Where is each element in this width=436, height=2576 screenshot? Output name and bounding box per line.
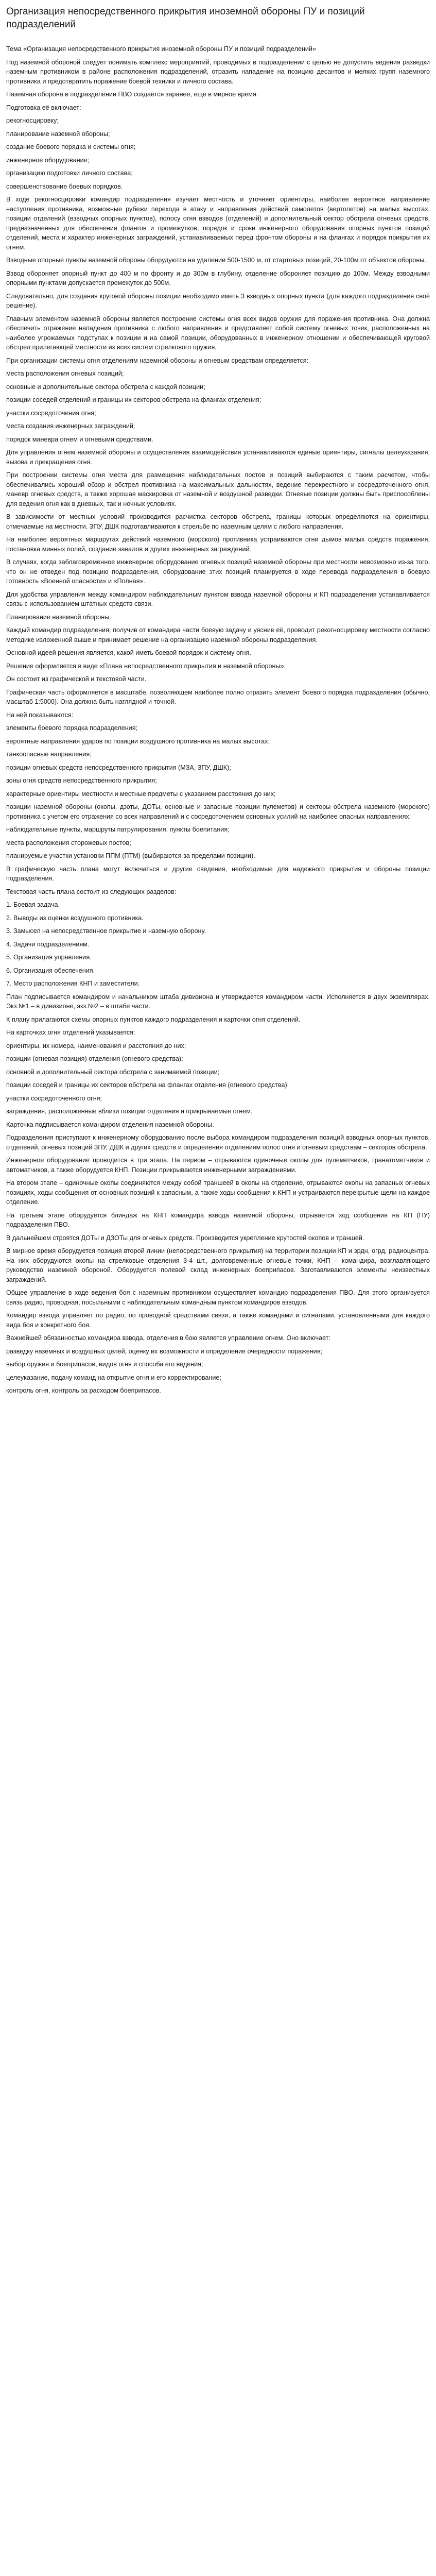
paragraph: В зависимости от местных условий производится расчистка секторов обстрела, границы которых определяются на ориентиры, отмечаемые на местности. ЗПУ, ДШК подготавливаются к стрельбе по наземным целям с любого направления. [6, 513, 430, 530]
list-item: элементы боевого порядка подразделения; [6, 724, 138, 732]
paragraph: Планирование наземной обороны. [6, 613, 111, 621]
paragraph: ориентиры, их номера, наименования и расстояния до них; [6, 1042, 186, 1049]
list-item: создание боевого порядка и системы огня; [6, 143, 136, 150]
paragraph: Текстовая часть плана состоит из следующих разделов: [6, 888, 177, 895]
paragraph: Решение оформляется в виде «Плана непосредственного прикрытия и наземной обороны». [6, 662, 286, 670]
paragraph: Основной идеей решения является, какой иметь боевой порядок и систему огня. [6, 649, 251, 656]
document-title: Организация непосредственного прикрытия иноземной обороны ПУ и позиций подразделений [6, 6, 365, 30]
list-item: целеуказание, подачу команд на открытие огня и его корректирование; [6, 1374, 221, 1381]
list-item: порядок маневра огнем и огневыми средствами. [6, 435, 153, 443]
list-item: 2. Выводы из оценки воздушного противника. [6, 914, 144, 922]
paragraph: На втором этапе – одиночные окопы соединяются между собой траншеей в окопы на отделение, отрываются окопы на запасных огневых позициях, ходы сообщения от основных позиций к запасным, а также ходы сообщения к КНП и устраиваются перекрытые щели на каждое отделение. [6, 1179, 430, 1206]
paragraph: Для управления огнем наземной обороны и осуществления взаимодействия устанавливаются единые ориентиры, сигналы целеуказания, вызова и прекращения огня. [6, 449, 430, 466]
paragraph: На ней показываются: [6, 711, 74, 719]
list-item: позиции (огневая позиция) отделения (огневого средства); [6, 1055, 183, 1062]
paragraph: Главным элементом наземной обороны является построение системы огня всех видов оружия для поражения противника. Она должна обеспечить отражение нападения противника с любого направления и представляет собой систему огневых точек, расположенных на наиболее угрожаемых подступах к позиции и на самой позиции, оборудованных в инженерном отношении и обеспечивающей круговой обстрел прилегающей местности из всех систем стрелкового оружия. [6, 315, 430, 351]
paragraph: Инженерное оборудование проводится в три этапа. На первом – отрываются одиночные окопы для пулеметчиков, гранатометчиков и автоматчиков, а также оборудуется КНП. Позиции прикрываются инженерными заграждениями. [6, 1157, 430, 1174]
list-item: позиции огневых средств непосредственного прикрытия (МЗА, ЗПУ, ДШК); [6, 764, 231, 771]
paragraph: Следовательно, для создания круговой обороны позиции необходимо иметь 3 взводных опорных пункта (для каждого подразделения своё решение). [6, 292, 430, 309]
document-body [6, 44, 430, 1396]
list-item: Карточка подписывается командиром отделения наземной обороны. [6, 1121, 214, 1128]
list-item: совершенствование боевых порядков. [6, 182, 123, 190]
list-item: контроль огня, контроль за расходом боеприпасов. [6, 1387, 161, 1394]
paragraph: Общее управление в ходе ведения боя с наземным противником осуществляет командир подразделения ПВО. Для этого организуется связь радио, проводная, посыльными с наблюдательным командным пунктом командиров взводов. [6, 1289, 430, 1306]
list-item: характерные ориентиры местности и местные предметы с указанием расстояния до них; [6, 790, 276, 798]
paragraph: Тема «Организация непосредственного прикрытия иноземной обороны ПУ и позиций подразделений» [6, 45, 316, 53]
list-item: позиции соседей и границы их секторов обстрела на флангах отделения (огневого средства); [6, 1081, 289, 1089]
paragraph: Подразделения приступают к инженерному оборудованию после выбора командиром подразделения позиций взводных опорных пунктов, отделений, огневых позиций ЗПУ, ДШК и других средств и определения отделениям полос огня и огневым средствам – секторов обстрела. [6, 1134, 430, 1151]
paragraph: Графическая часть оформляется в масштабе, позволяющем наиболее полно отразить элемент боевого порядка подразделения (обычно, масштаб 1:5000). Она должна быть наглядной и точной. [6, 688, 430, 705]
paragraph: Под наземной обороной следует понимать комплекс мероприятий, проводимых в подразделении с целью не допустить ведения разведки наземным противником в районе расположения подразделений, отразить нападение на позицию десантов и мелких групп наземного противника и предотвратить поражение боевой техники и личного состава. [6, 58, 430, 85]
paragraph: разведку наземных и воздушных целей, оценку их возможности и определение очередности поражения; [6, 1347, 323, 1355]
list-item: рекогносцировку; [6, 117, 59, 124]
list-item: места расположения огневых позиций; [6, 370, 124, 377]
list-item: участки сосредоточения огня; [6, 409, 96, 417]
paragraph: выбор оружия и боеприпасов, видов огня и способа его ведения; [6, 1361, 203, 1368]
list-item: 4. Задачи подразделениям. [6, 940, 90, 948]
list-item: План подписывается командиром и начальником штаба дивизиона и утверждается командиром части. Исполняется в двух экземплярах. Экз.№1 – в дивизионе, экз.№2 – в штабе части. [6, 993, 430, 1010]
paragraph: Для удобства управления между командиром наблюдательным пунктом взвода наземной обороны и КП подразделения устанавливается связь с использованием штатных средств связи. [6, 590, 430, 607]
list-item: 5. Организация управления. [6, 954, 92, 961]
list-item: участки сосредоточенного огня; [6, 1094, 102, 1102]
paragraph: Командир взвода управляет по радио, по проводной средствами связи, а также командами и сигналами, установленными для каждого вида боя и конкретного боя. [6, 1312, 430, 1329]
paragraph: Взвод обороняет опорный пункт до 400 м по фронту и до 300м в глубину, отделение обороняет позицию до 100м. Между взводными опорными пунктами допускается промежуток до 500м. [6, 269, 430, 286]
list-item: позиции наземной обороны (окопы, дзоты, ДОТы, основные и запасные позиции пулеметов) и секторы обстрела наземного (морского) противника с учетом его отражения со всех направлений и с сосредоточением основных усилий на наиболее опасных направлениях; [6, 803, 430, 820]
paragraph: Наземная оборона в подразделении ПВО создается заранее, еще в мирное время. [6, 91, 258, 98]
list-item: инженерное оборудование; [6, 156, 90, 164]
paragraph: На третьем этапе оборудуется блиндаж на КНП командира взвода наземной обороны, отрывается ход сообщения на КП (ПУ) подразделения ПВО. [6, 1211, 430, 1228]
list-item: зоны огня средств непосредственного прикрытия; [6, 777, 157, 784]
paragraph: К плану прилагаются схемы опорных пунктов каждого подразделения и карточки огня отделений. [6, 1015, 301, 1023]
paragraph: В случаях, когда заблаговременное инженерное оборудование огневых позиций наземной обороны при местности невозможно из-за того, что он не отведен под позицию подразделения, оборудование этих позиций планируется в ходе перевода подразделения в боевую готовность «Военной опасности» и «Полная». [6, 558, 430, 585]
list-item: места расположения сторожевых постов; [6, 839, 131, 846]
paragraph: Каждый командир подразделения, получив от командира части боевую задачу и уяснив её, проводит рекогносцировку местности согласно методике изложенной выше и принимает решение на организацию наземной обороны подразделения. [6, 626, 430, 643]
paragraph: На карточках огня отделений указывается: [6, 1029, 135, 1036]
paragraph: В дальнейшем строятся ДОТы и ДЗОТы для огневых средств. Производится укрепление крутостей окопов и траншей. [6, 1234, 364, 1242]
list-item: планирование наземной обороны; [6, 130, 110, 138]
list-item: планируемые участки установки ППМ (ПТМ) (выбираются за пределами позиции). [6, 852, 255, 859]
list-item: вероятные направления ударов по позиции воздушного противника на малых высотах; [6, 737, 270, 745]
paragraph: Подготовка её включает: [6, 104, 81, 111]
list-item: заграждения, расположенные вблизи позиции отделения и прикрываемые огнем. [6, 1108, 253, 1115]
list-item: основной и дополнительный сектора обстрела с занимаемой позиции; [6, 1068, 220, 1076]
list-item: танкоопасные направления; [6, 751, 92, 758]
list-item: позиции соседей отделений и границы их секторов обстрела на флангах отделения; [6, 396, 261, 403]
paragraph: Он состоит из графической и текстовой части. [6, 675, 147, 683]
list-item: 7. Место расположения КНП и заместители. [6, 980, 140, 987]
list-item: В графическую часть плана могут включаться и другие сведения, необходимые для надежного прикрытия и обороны позиции подразделения. [6, 865, 430, 882]
paragraph: Взводные опорные пункты наземной обороны оборудуются на удалении 500-1500 м, от стартовых позиций, 20-100м от объектов обороны. [6, 257, 426, 264]
list-item: 3. Замысел на непосредственное прикрытие и наземную оборону. [6, 927, 206, 935]
paragraph: В мирное время оборудуется позиция второй линии (непосредственного прикрытия) на территории позиции КП и зрдн, огрд, радиоцентра. На них оборудуются окопы на стрелковые отделения 3-4 шт., долговременные огневые точки, КНП – командира, возглавляющего руководство наземной обороной. Оборудуется полевой склад инженерных боеприпасов. Заготавливаются элементы неизвестных заграждений. [6, 1247, 430, 1283]
paragraph: На наиболее вероятных маршрутах действий наземного (морского) противника устраиваются огни дымов малых средств поражения, постановка минных полей, создание завалов и других инженерных заграждений. [6, 536, 430, 553]
list-item: наблюдательные пункты, маршруты патрулирования, пункты боепитания; [6, 826, 230, 833]
list-item: места создания инженерных заграждений; [6, 422, 135, 430]
paragraph: В ходе рекогносцировки командир подразделения изучает местность и уточняет ориентиры, наиболее вероятное направление наступления противника, возможные рубежи перехода в атаку и направления действий самолетов (вертолетов) на малых высотах, позиции отделений (взводных опорных пунктов), полосу огня взводов (отделений) и дополнительный сектор обстрела огневых средств, предназначенных для обеспечения флангов и промежутков, порядок и сроки инженерного оборудования опорных пунктов позиций отделений, места и характер инженерных заграждений, устанавливаемых перед фронтом обороны и на флангах и порядок прикрытия их огнем. [6, 196, 430, 251]
paragraph: При организации системы огня отделениям наземной обороны и огневым средствам определяется: [6, 357, 309, 364]
paragraph: При построении системы огня места для размещения наблюдательных постов и позиций выбираются с таким расчетом, чтобы обеспечивались хороший обзор и обстрел противника на максимальных дальностях, ведение перекрестного и сосредоточенного огня, маневр огневых средств, а также хорошая маскировка от наземной и воздушной разведки. Огневые позиции должны быть приспособлены для ведения огня как в дневных, так и ночных условиях. [6, 471, 430, 507]
paragraph: Важнейшей обязанностью командира взвода, отделения в бою является управление огнем. Оно включает: [6, 1334, 330, 1342]
paragraph: 1. Боевая задача. [6, 901, 60, 908]
list-item: организацию подготовки личного состава; [6, 170, 133, 177]
list-item: 6. Организация обеспечения. [6, 967, 95, 974]
list-item: основные и дополнительные сектора обстрела с каждой позиции; [6, 383, 205, 391]
